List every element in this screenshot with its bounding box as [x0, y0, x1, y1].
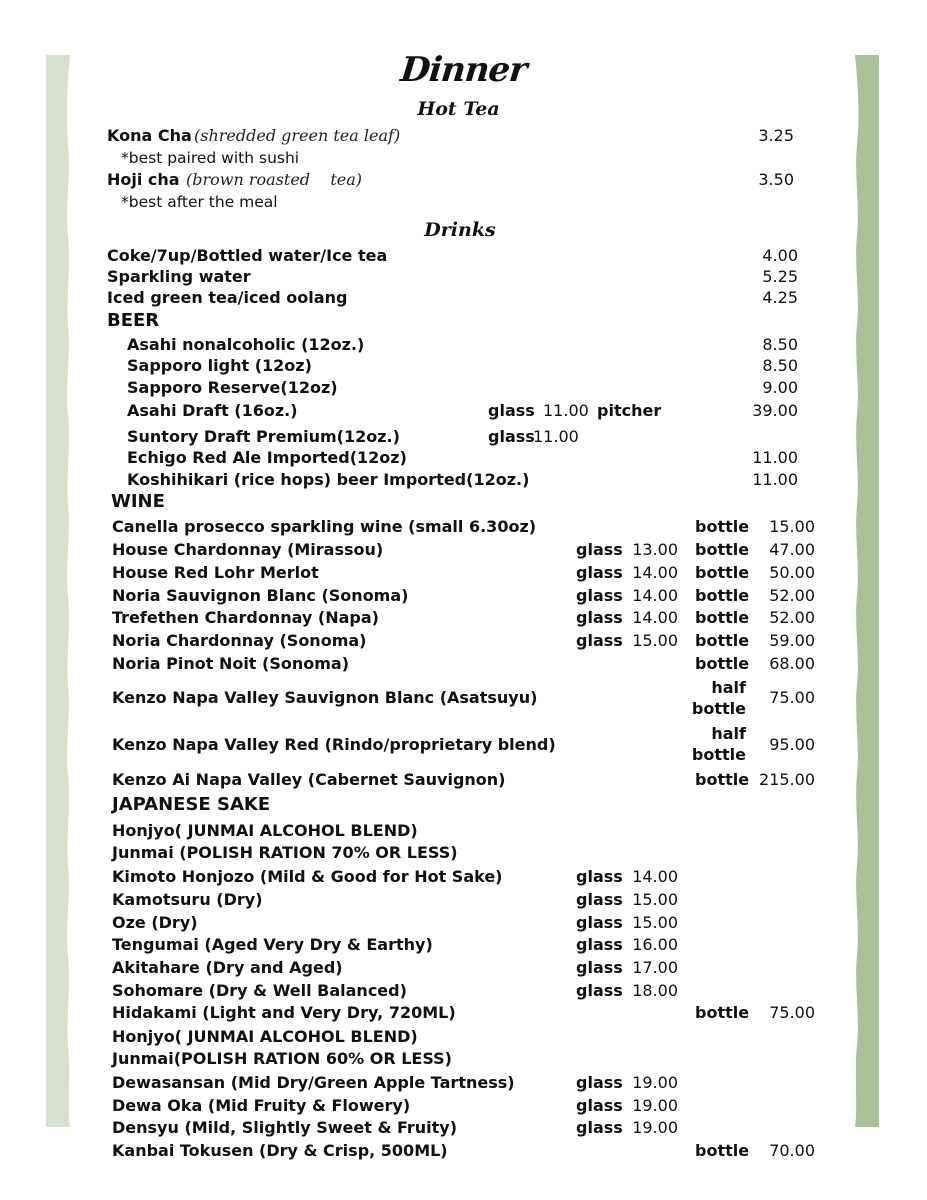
glass-price: 14.00	[632, 867, 678, 886]
sake-item	[0, 1140, 927, 1162]
glass-label: glass	[576, 981, 623, 1000]
pitcher-label: pitcher	[597, 401, 662, 420]
item-price: 9.00	[762, 378, 798, 397]
item-note-row	[0, 147, 927, 169]
bottle-price: 70.00	[769, 1141, 815, 1160]
wine-item	[0, 630, 927, 652]
glass-label: glass	[488, 401, 535, 420]
glass-label: glass	[576, 1096, 623, 1115]
item-name: Coke/7up/Bottled water/Ice tea	[107, 246, 388, 265]
item-price: 3.50	[758, 170, 794, 189]
item-name: Asahi nonalcoholic (12oz.)	[127, 335, 365, 354]
menu-item	[0, 169, 927, 191]
sake-group-line: Junmai(POLISH RATION 60% OR LESS)	[112, 1049, 452, 1068]
bottle-label: bottle	[695, 586, 750, 605]
bottle-label: bottle	[695, 654, 750, 673]
sake-heading: JAPANESE SAKE	[112, 794, 271, 815]
glass-price: 15.00	[632, 631, 678, 650]
sake-group-line: Junmai (POLISH RATION 70% OR LESS)	[112, 843, 458, 862]
sake-group-header	[0, 1026, 927, 1048]
sake-group-header	[0, 1048, 927, 1070]
bottle-price: 215.00	[759, 770, 815, 789]
beer-item	[0, 334, 927, 356]
beer-item	[0, 426, 927, 448]
glass-label: glass	[576, 608, 623, 627]
item-price: 39.00	[752, 401, 798, 420]
drinks-heading: Drinks	[424, 219, 496, 241]
beer-item	[0, 377, 927, 399]
bottle-label: bottle	[695, 608, 750, 627]
glass-price: 19.00	[632, 1118, 678, 1137]
item-name: Kimoto Honjozo (Mild & Good for Hot Sake)	[112, 867, 503, 886]
item-name: House Chardonnay (Mirassou)	[112, 540, 384, 559]
glass-label: glass	[576, 913, 623, 932]
bottle-price: 59.00	[769, 631, 815, 650]
sake-group-line: Honjyo( JUNMAI ALCOHOL BLEND)	[112, 1027, 418, 1046]
item-price: 8.50	[762, 356, 798, 375]
sake-group-header	[0, 842, 927, 864]
glass-price: 17.00	[632, 958, 678, 977]
bottle-label: bottle	[695, 1141, 750, 1160]
item-name: Kanbai Tokusen (Dry & Crisp, 500ML)	[112, 1141, 448, 1160]
item-name: Hidakami (Light and Very Dry, 720ML)	[112, 1003, 456, 1022]
half-bottle-price-row	[0, 734, 927, 756]
item-price: 8.50	[762, 335, 798, 354]
item-name: Akitahare (Dry and Aged)	[112, 958, 343, 977]
item-price: 75.00	[769, 688, 815, 707]
wine-section-row	[0, 491, 927, 513]
item-description: (brown roasted tea)	[186, 170, 363, 189]
wine-item	[0, 516, 927, 538]
item-name: Noria Pinot Noit (Sonoma)	[112, 654, 350, 673]
sake-item	[0, 1095, 927, 1117]
bottle-price: 47.00	[769, 540, 815, 559]
sake-item	[0, 1117, 927, 1139]
item-name: Dewa Oka (Mid Fruity & Flowery)	[112, 1096, 411, 1115]
bottle-label: bottle	[695, 770, 750, 789]
sake-item	[0, 866, 927, 888]
sake-item	[0, 980, 927, 1002]
item-price: 5.25	[762, 267, 798, 286]
bottle-label: bottle	[691, 745, 746, 764]
item-name: Densyu (Mild, Slightly Sweet & Fruity)	[112, 1118, 458, 1137]
item-price: 3.25	[758, 126, 794, 145]
glass-label: glass	[488, 427, 535, 446]
glass-price: 11.00	[533, 427, 579, 446]
glass-price: 11.00	[543, 401, 589, 420]
item-name: Sparkling water	[107, 267, 251, 286]
item-note: *best paired with sushi	[121, 149, 300, 167]
bottle-label: bottle	[695, 517, 750, 536]
glass-price: 14.00	[632, 586, 678, 605]
glass-label: glass	[576, 867, 623, 886]
item-name: Iced green tea/iced oolang	[107, 288, 348, 307]
glass-label: glass	[576, 958, 623, 977]
glass-label: glass	[576, 935, 623, 954]
glass-price: 15.00	[632, 890, 678, 909]
sake-item	[0, 912, 927, 934]
sake-group-line: Honjyo( JUNMAI ALCOHOL BLEND)	[112, 821, 418, 840]
half-label: half	[711, 724, 746, 743]
menu-title: Dinner	[398, 50, 529, 90]
bottle-label: bottle	[691, 699, 746, 718]
item-description: (shredded green tea leaf)	[194, 126, 401, 145]
item-name: House Red Lohr Merlot	[112, 563, 319, 582]
menu-item	[0, 287, 927, 309]
menu-item	[0, 266, 927, 288]
half-bottle-price-row	[0, 687, 927, 709]
beer-item	[0, 355, 927, 377]
beer-item	[0, 447, 927, 469]
item-name: Sapporo Reserve(12oz)	[127, 378, 338, 397]
half-label: half	[711, 678, 746, 697]
item-price: 11.00	[752, 470, 798, 489]
item-name: Kenzo Ai Napa Valley (Cabernet Sauvignon)	[112, 770, 506, 789]
item-name: Asahi Draft (16oz.)	[127, 401, 298, 420]
item-price: 11.00	[752, 448, 798, 467]
menu-item	[0, 245, 927, 267]
wine-item	[0, 653, 927, 675]
bottle-label: bottle	[695, 1003, 750, 1022]
glass-price: 18.00	[632, 981, 678, 1000]
item-name: Echigo Red Ale Imported(12oz)	[127, 448, 407, 467]
item-name: Oze (Dry)	[112, 913, 198, 932]
item-name: Dewasansan (Mid Dry/Green Apple Tartness)	[112, 1073, 515, 1092]
beer-section-row	[0, 310, 927, 332]
beer-item	[0, 469, 927, 491]
bottle-price: 52.00	[769, 608, 815, 627]
bottle-label: bottle	[695, 540, 750, 559]
bottle-label: bottle	[695, 631, 750, 650]
item-name: Kenzo Napa Valley Sauvignon Blanc (Asatsuyu)	[112, 688, 538, 707]
sake-group-header	[0, 820, 927, 842]
sake-item	[0, 934, 927, 956]
bottle-price: 68.00	[769, 654, 815, 673]
bottle-price: 50.00	[769, 563, 815, 582]
item-name: Kamotsuru (Dry)	[112, 890, 263, 909]
item-name: Noria Sauvignon Blanc (Sonoma)	[112, 586, 409, 605]
item-name: Noria Chardonnay (Sonoma)	[112, 631, 367, 650]
beer-heading: BEER	[107, 310, 160, 331]
sake-section-row	[0, 794, 927, 816]
item-price: 95.00	[769, 735, 815, 754]
glass-label: glass	[576, 890, 623, 909]
sake-item	[0, 1002, 927, 1024]
glass-price: 16.00	[632, 935, 678, 954]
glass-label: glass	[576, 540, 623, 559]
wine-item	[0, 562, 927, 584]
item-name: Canella prosecco sparkling wine (small 6.30oz)	[112, 517, 537, 536]
item-price: 4.25	[762, 288, 798, 307]
item-name: Koshihikari (rice hops) beer Imported(12oz.)	[127, 470, 530, 489]
item-name: Hoji cha	[107, 170, 180, 189]
sake-item	[0, 889, 927, 911]
glass-price: 13.00	[632, 540, 678, 559]
bottle-price: 52.00	[769, 586, 815, 605]
bottle-price: 75.00	[769, 1003, 815, 1022]
item-name: Sapporo light (12oz)	[127, 356, 312, 375]
item-name: Kona Cha	[107, 126, 192, 145]
glass-label: glass	[576, 586, 623, 605]
item-name: Trefethen Chardonnay (Napa)	[112, 608, 379, 627]
item-name: Kenzo Napa Valley Red (Rindo/proprietary blend)	[112, 735, 556, 754]
glass-label: glass	[576, 563, 623, 582]
glass-price: 19.00	[632, 1096, 678, 1115]
glass-label: glass	[576, 1118, 623, 1137]
wine-item	[0, 607, 927, 629]
menu-item	[0, 125, 927, 147]
beer-item	[0, 400, 927, 422]
hot-tea-heading: Hot Tea	[417, 98, 500, 120]
item-note-row	[0, 191, 927, 213]
item-name: Tengumai (Aged Very Dry & Earthy)	[112, 935, 433, 954]
glass-price: 14.00	[632, 563, 678, 582]
glass-label: glass	[576, 1073, 623, 1092]
bottle-price: 15.00	[769, 517, 815, 536]
glass-price: 14.00	[632, 608, 678, 627]
sake-item	[0, 957, 927, 979]
item-price: 4.00	[762, 246, 798, 265]
wine-item	[0, 585, 927, 607]
item-note: *best after the meal	[121, 193, 278, 211]
sake-item	[0, 1072, 927, 1094]
item-name: Suntory Draft Premium(12oz.)	[127, 427, 400, 446]
glass-price: 19.00	[632, 1073, 678, 1092]
glass-label: glass	[576, 631, 623, 650]
wine-heading: WINE	[111, 491, 165, 512]
item-name: Sohomare (Dry & Well Balanced)	[112, 981, 407, 1000]
menu-item	[0, 769, 927, 791]
bottle-label: bottle	[695, 563, 750, 582]
glass-price: 15.00	[632, 913, 678, 932]
wine-item	[0, 539, 927, 561]
